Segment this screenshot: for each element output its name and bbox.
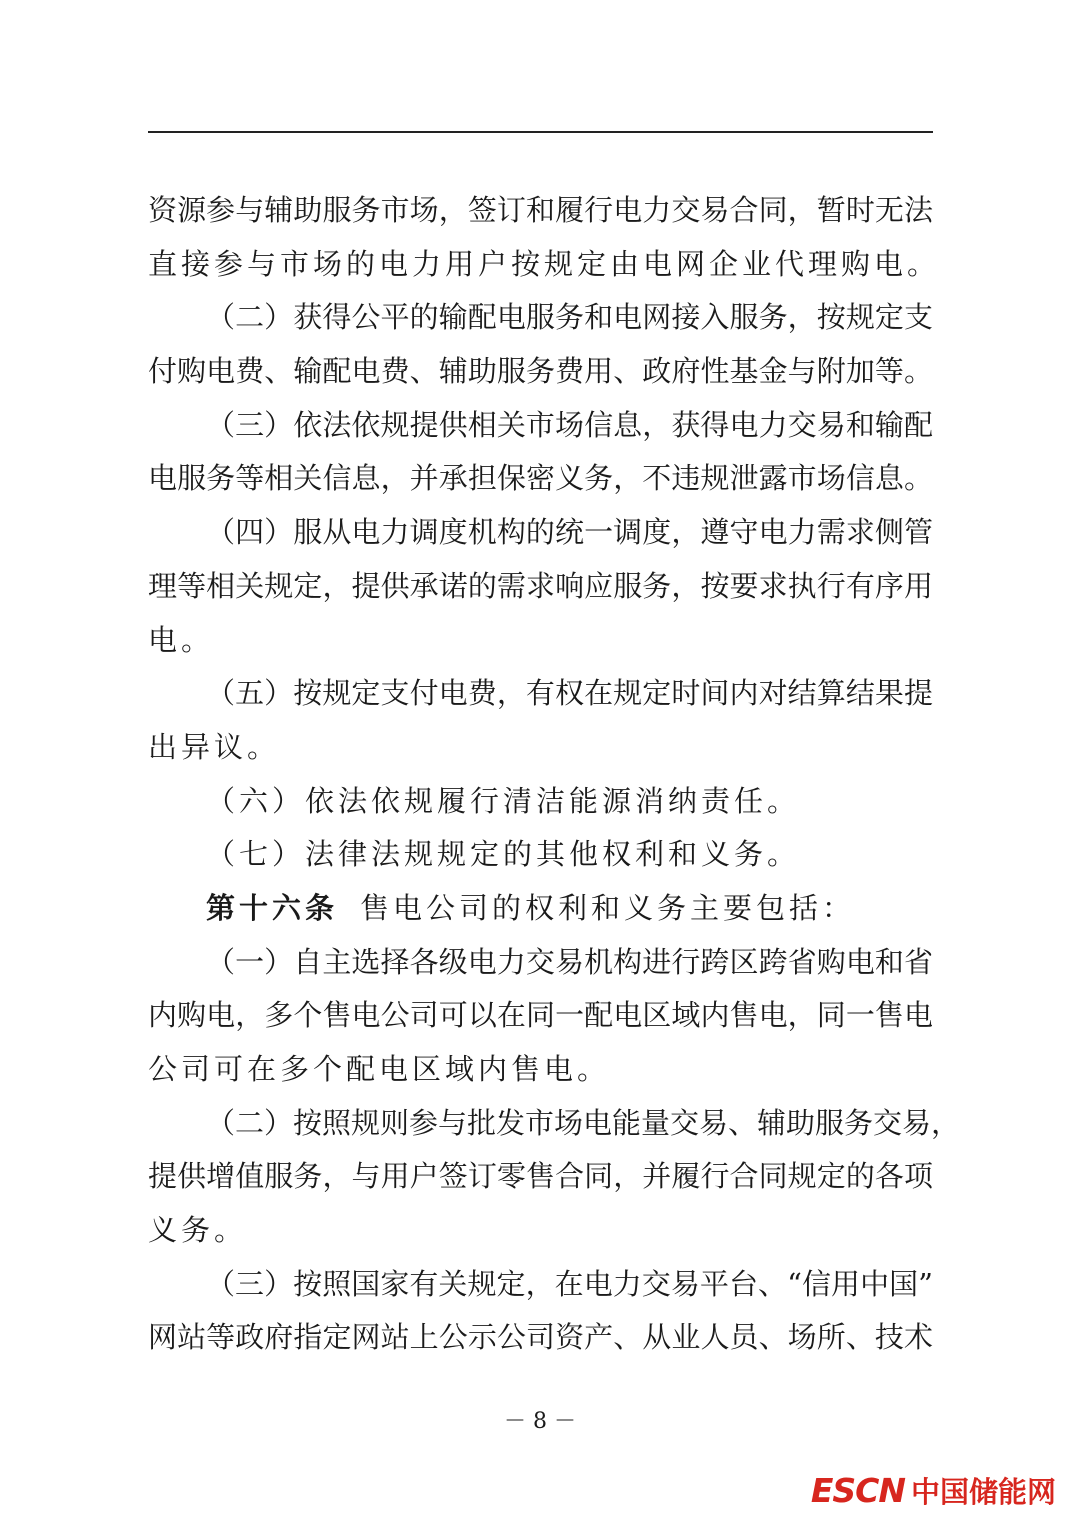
text-line: （七）法律法规规定的其他权利和义务。 [206,837,801,872]
escn-watermark-logo [811,1470,1056,1510]
text-line: 资源参与辅助服务市场，签订和履行电力交易合同，暂时无法 [148,193,933,227]
text-line: （二）获得公平的输配电服务和电网接入服务，按规定支 [206,300,933,335]
text-line: 电。 [148,622,215,657]
article-heading: 第十六条 [206,890,339,925]
text-line: 付购电费、输配电费、辅助服务费用、政府性基金与附加等。 [148,354,933,389]
text-line: 理等相关规定，提供承诺的需求响应服务，按要求执行有序用 [148,568,933,603]
text-line: 内购电，多个售电公司可以在同一配电区域内售电，同一售电 [148,998,933,1033]
text-line: 义务。 [148,1213,248,1248]
text-line: 出异议。 [148,729,281,764]
text-line: （四）服从电力调度机构的统一调度，遵守电力需求侧管 [206,515,933,550]
page-number: － 8 － [504,1409,576,1434]
article-line [148,882,933,936]
text-line: 电服务等相关信息，并承担保密义务，不违规泄露市场信息。 [148,461,933,496]
text-line: （三）依法依规提供相关市场信息，获得电力交易和输配 [206,407,933,442]
header-rule [148,131,933,133]
watermark-brand-en: ESCN [810,1471,905,1510]
text-line: （五）按规定支付电费，有权在规定时间内对结算结果提 [206,676,933,711]
watermark-brand-cn: 中国储能网 [910,1475,1056,1509]
text-line: （一）自主选择各级电力交易机构进行跨区跨省购电和省 [206,944,933,979]
text-line: （二）按照规则参与批发市场电能量交易、辅助服务交易， [206,1105,961,1140]
text-line: 直接参与市场的电力用户按规定由电网企业代理购电。 [148,246,941,281]
document-body [148,184,961,1365]
text-line: 公司可在多个配电区域内售电。 [148,1052,611,1086]
text-line: （三）按照国家有关规定，在电力交易平台、“信用中国” [206,1266,933,1301]
text-line: 网站等政府指定网站上公示公司资产、从业人员、场所、技术 [148,1320,933,1355]
text-line: （六）依法依规履行清洁能源消纳责任。 [206,783,801,818]
article-intro: 售电公司的权利和义务主要包括： [360,890,856,925]
text-line: 提供增值服务，与用户签订零售合同，并履行合同规定的各项 [148,1159,933,1194]
